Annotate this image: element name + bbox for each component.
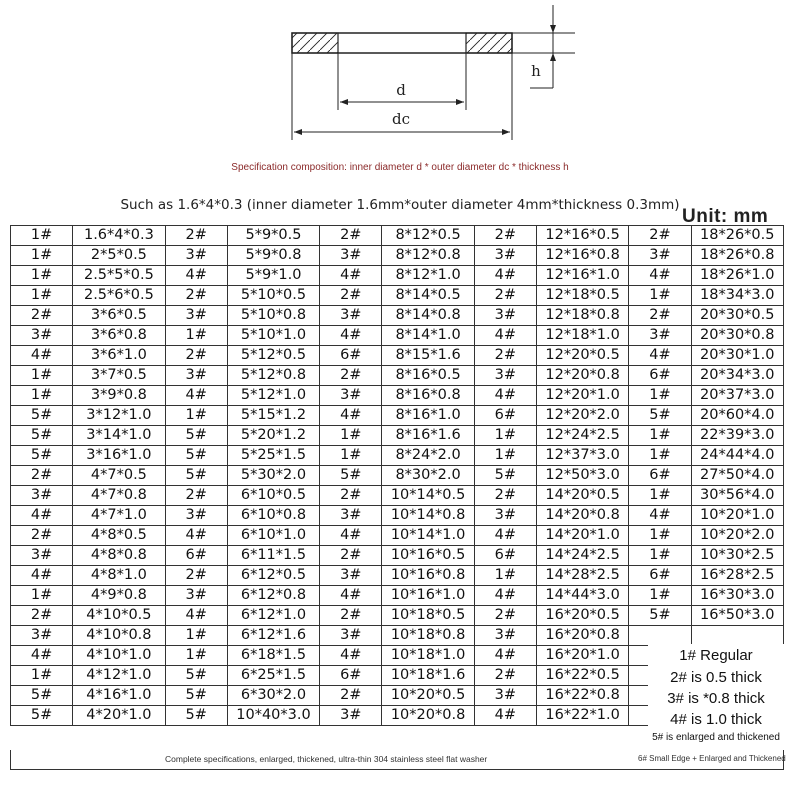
grade-cell: 5# — [11, 686, 73, 706]
size-cell: 3*6*0.5 — [73, 306, 165, 326]
legend-grade-3: 3# is *0.8 thick — [667, 690, 765, 707]
grade-cell: 3# — [629, 246, 691, 266]
table-row — [11, 486, 784, 506]
grade-cell: 4# — [11, 346, 73, 366]
size-cell: 12*18*1.0 — [536, 326, 628, 346]
grade-cell: 5# — [165, 446, 227, 466]
grade-cell: 1# — [629, 286, 691, 306]
grade-cell: 5# — [11, 446, 73, 466]
size-cell: 8*14*0.5 — [382, 286, 474, 306]
size-cell: 12*20*1.0 — [536, 386, 628, 406]
size-cell: 10*20*0.5 — [382, 686, 474, 706]
size-cell: 8*12*0.8 — [382, 246, 474, 266]
grade-cell: 3# — [474, 366, 536, 386]
size-cell: 4*10*0.5 — [73, 606, 165, 626]
grade-cell: 2# — [320, 686, 382, 706]
size-cell: 10*14*0.8 — [382, 506, 474, 526]
label-d: d — [396, 81, 406, 99]
size-cell: 8*14*1.0 — [382, 326, 474, 346]
size-cell: 14*28*2.5 — [536, 566, 628, 586]
size-cell: 8*16*0.5 — [382, 366, 474, 386]
size-cell: 10*20*2.0 — [691, 526, 783, 546]
grade-cell: 3# — [11, 326, 73, 346]
label-dc: dc — [391, 110, 411, 128]
grade-cell: 1# — [320, 446, 382, 466]
spec-composition-note: Specification composition: inner diameter d * outer diameter dc * thickness h — [231, 162, 569, 173]
grade-cell: 3# — [320, 506, 382, 526]
size-cell: 4*20*1.0 — [73, 706, 165, 726]
size-cell: 14*24*2.5 — [536, 546, 628, 566]
grade-cell: 6# — [629, 466, 691, 486]
legend-grade-1: 1# Regular — [679, 647, 753, 664]
grade-cell: 2# — [320, 366, 382, 386]
size-cell: 5*15*1.2 — [227, 406, 319, 426]
footer-note: Complete specifications, enlarged, thickened, ultra-thin 304 stainless steel flat washer — [165, 754, 488, 764]
grade-cell: 2# — [165, 566, 227, 586]
table-row — [11, 566, 784, 586]
label-h: h — [531, 62, 541, 80]
grade-cell: 1# — [11, 586, 73, 606]
grade-cell: 3# — [474, 246, 536, 266]
grade-cell: 2# — [11, 526, 73, 546]
size-cell: 4*7*1.0 — [73, 506, 165, 526]
size-cell: 16*20*1.0 — [536, 646, 628, 666]
size-cell: 6*12*0.5 — [227, 566, 319, 586]
size-cell: 5*10*1.0 — [227, 326, 319, 346]
legend-grade-5: 5# is enlarged and thickened — [652, 732, 780, 743]
grade-cell: 4# — [320, 586, 382, 606]
size-cell: 5*20*1.2 — [227, 426, 319, 446]
grade-cell: 6# — [629, 566, 691, 586]
table-row — [11, 386, 784, 406]
legend-grade-2: 2# is 0.5 thick — [670, 669, 762, 686]
grade-cell: 2# — [11, 606, 73, 626]
size-cell: 4*12*1.0 — [73, 666, 165, 686]
table-row — [11, 546, 784, 566]
size-cell: 12*37*3.0 — [536, 446, 628, 466]
size-cell: 5*12*0.5 — [227, 346, 319, 366]
grade-cell: 5# — [629, 406, 691, 426]
size-cell: 10*16*0.8 — [382, 566, 474, 586]
grade-cell: 3# — [474, 506, 536, 526]
grade-cell: 2# — [474, 486, 536, 506]
table-row — [11, 526, 784, 546]
size-cell: 3*12*1.0 — [73, 406, 165, 426]
size-cell: 5*9*0.5 — [227, 226, 319, 246]
grade-cell: 3# — [474, 626, 536, 646]
grade-cell: 6# — [320, 346, 382, 366]
grade-cell: 5# — [165, 466, 227, 486]
grade-cell: 3# — [474, 306, 536, 326]
grade-cell: 5# — [11, 706, 73, 726]
size-cell: 10*40*3.0 — [227, 706, 319, 726]
size-cell: 12*50*3.0 — [536, 466, 628, 486]
grade-cell: 4# — [474, 386, 536, 406]
grade-cell: 3# — [629, 326, 691, 346]
grade-cell: 2# — [629, 226, 691, 246]
size-cell: 10*18*0.8 — [382, 626, 474, 646]
grade-cell: 4# — [320, 526, 382, 546]
grade-cell: 2# — [165, 346, 227, 366]
size-cell: 30*56*4.0 — [691, 486, 783, 506]
size-cell: 20*37*3.0 — [691, 386, 783, 406]
table-row — [11, 426, 784, 446]
legend-grade-4: 4# is 1.0 thick — [670, 711, 762, 728]
size-cell: 5*9*1.0 — [227, 266, 319, 286]
size-cell: 27*50*4.0 — [691, 466, 783, 486]
size-cell: 16*30*3.0 — [691, 586, 783, 606]
table-row — [11, 626, 784, 646]
grade-cell: 2# — [474, 226, 536, 246]
grade-cell: 4# — [629, 506, 691, 526]
example-line: Such as 1.6*4*0.3 (inner diameter 1.6mm*outer diameter 4mm*thickness 0.3mm) — [120, 197, 680, 213]
table-row — [11, 506, 784, 526]
grade-cell: 5# — [11, 426, 73, 446]
grade-cell: 2# — [320, 486, 382, 506]
size-cell: 1.6*4*0.3 — [73, 226, 165, 246]
size-cell: 16*20*0.5 — [536, 606, 628, 626]
grade-cell: 1# — [320, 426, 382, 446]
size-cell: 18*34*3.0 — [691, 286, 783, 306]
size-cell: 16*50*3.0 — [691, 606, 783, 626]
grade-cell: 4# — [11, 506, 73, 526]
table-row — [11, 286, 784, 306]
grade-cell: 4# — [11, 566, 73, 586]
grade-cell: 1# — [474, 426, 536, 446]
grade-cell: 4# — [474, 586, 536, 606]
grade-cell: 5# — [165, 686, 227, 706]
size-cell: 3*6*1.0 — [73, 346, 165, 366]
grade-cell: 1# — [629, 386, 691, 406]
grade-cell: 4# — [165, 526, 227, 546]
size-cell: 5*9*0.8 — [227, 246, 319, 266]
grade-cell: 3# — [474, 686, 536, 706]
table-row — [11, 226, 784, 246]
size-cell: 10*20*1.0 — [691, 506, 783, 526]
size-cell: 20*60*4.0 — [691, 406, 783, 426]
grade-cell: 6# — [320, 666, 382, 686]
size-cell: 4*7*0.5 — [73, 466, 165, 486]
table-row — [11, 246, 784, 266]
size-cell: 5*30*2.0 — [227, 466, 319, 486]
grade-cell: 2# — [474, 346, 536, 366]
size-cell: 4*16*1.0 — [73, 686, 165, 706]
grade-cell: 6# — [474, 546, 536, 566]
size-cell: 18*26*0.5 — [691, 226, 783, 246]
size-cell: 12*20*0.5 — [536, 346, 628, 366]
grade-cell: 3# — [320, 386, 382, 406]
size-cell: 18*26*0.8 — [691, 246, 783, 266]
size-cell: 20*30*1.0 — [691, 346, 783, 366]
size-cell: 16*28*2.5 — [691, 566, 783, 586]
grade-cell: 1# — [165, 326, 227, 346]
size-cell: 5*12*1.0 — [227, 386, 319, 406]
grade-cell: 3# — [165, 366, 227, 386]
grade-cell: 6# — [165, 546, 227, 566]
size-cell: 6*18*1.5 — [227, 646, 319, 666]
size-cell: 12*18*0.5 — [536, 286, 628, 306]
grade-cell: 2# — [165, 486, 227, 506]
size-cell: 6*12*1.6 — [227, 626, 319, 646]
size-cell: 5*10*0.8 — [227, 306, 319, 326]
size-cell: 3*7*0.5 — [73, 366, 165, 386]
grade-cell: 1# — [11, 386, 73, 406]
size-cell: 10*20*0.8 — [382, 706, 474, 726]
grade-cell: 1# — [11, 286, 73, 306]
grade-cell: 3# — [11, 626, 73, 646]
size-cell: 3*16*1.0 — [73, 446, 165, 466]
size-cell: 8*30*2.0 — [382, 466, 474, 486]
table-row — [11, 446, 784, 466]
size-cell: 3*6*0.8 — [73, 326, 165, 346]
grade-cell: 5# — [629, 606, 691, 626]
size-cell: 14*20*1.0 — [536, 526, 628, 546]
size-cell: 12*16*1.0 — [536, 266, 628, 286]
grade-cell: 5# — [11, 406, 73, 426]
grade-cell: 1# — [474, 446, 536, 466]
size-cell: 20*34*3.0 — [691, 366, 783, 386]
size-cell: 12*18*0.8 — [536, 306, 628, 326]
grade-cell: 4# — [474, 326, 536, 346]
size-cell: 4*7*0.8 — [73, 486, 165, 506]
grade-cell: 2# — [474, 666, 536, 686]
size-cell: 10*18*1.6 — [382, 666, 474, 686]
size-cell: 6*12*1.0 — [227, 606, 319, 626]
grade-cell: 1# — [11, 246, 73, 266]
size-cell: 22*39*3.0 — [691, 426, 783, 446]
size-cell: 18*26*1.0 — [691, 266, 783, 286]
size-cell: 8*12*0.5 — [382, 226, 474, 246]
grade-cell: 4# — [474, 706, 536, 726]
size-cell: 2.5*5*0.5 — [73, 266, 165, 286]
grade-cell — [629, 626, 691, 646]
grade-cell: 1# — [474, 566, 536, 586]
size-cell: 6*30*2.0 — [227, 686, 319, 706]
size-cell: 14*20*0.8 — [536, 506, 628, 526]
grade-cell: 4# — [320, 646, 382, 666]
grade-cell: 4# — [165, 266, 227, 286]
grade-cell: 3# — [165, 306, 227, 326]
size-cell: 2*5*0.5 — [73, 246, 165, 266]
grade-cell: 4# — [11, 646, 73, 666]
size-cell: 10*18*1.0 — [382, 646, 474, 666]
grade-cell: 2# — [474, 286, 536, 306]
grade-cell: 1# — [11, 666, 73, 686]
size-cell: 4*9*0.8 — [73, 586, 165, 606]
size-cell: 10*18*0.5 — [382, 606, 474, 626]
size-cell: 10*30*2.5 — [691, 546, 783, 566]
size-cell: 6*25*1.5 — [227, 666, 319, 686]
grade-cell: 4# — [165, 606, 227, 626]
grade-cell: 4# — [629, 346, 691, 366]
footer-grade-6-note: 6# Small Edge + Enlarged and Thickened — [638, 754, 786, 763]
grade-cell: 2# — [165, 286, 227, 306]
size-cell: 10*16*0.5 — [382, 546, 474, 566]
grade-cell: 4# — [320, 326, 382, 346]
grade-cell: 4# — [629, 266, 691, 286]
grade-cell: 2# — [320, 286, 382, 306]
size-cell: 8*24*2.0 — [382, 446, 474, 466]
grade-cell: 1# — [629, 526, 691, 546]
size-cell: 3*14*1.0 — [73, 426, 165, 446]
size-cell: 14*20*0.5 — [536, 486, 628, 506]
table-row — [11, 266, 784, 286]
size-cell: 10*16*1.0 — [382, 586, 474, 606]
size-cell: 8*16*1.6 — [382, 426, 474, 446]
size-cell: 12*20*0.8 — [536, 366, 628, 386]
table-row — [11, 586, 784, 606]
size-cell: 16*22*0.8 — [536, 686, 628, 706]
grade-cell: 6# — [474, 406, 536, 426]
size-cell: 8*15*1.6 — [382, 346, 474, 366]
grade-cell: 1# — [629, 486, 691, 506]
size-cell: 4*10*1.0 — [73, 646, 165, 666]
size-cell: 5*10*0.5 — [227, 286, 319, 306]
size-cell: 8*14*0.8 — [382, 306, 474, 326]
grade-cell: 3# — [320, 246, 382, 266]
size-cell: 10*14*1.0 — [382, 526, 474, 546]
grade-cell: 3# — [11, 486, 73, 506]
size-cell: 8*16*0.8 — [382, 386, 474, 406]
size-cell: 4*8*0.8 — [73, 546, 165, 566]
grade-cell: 4# — [474, 646, 536, 666]
grade-cell: 5# — [165, 706, 227, 726]
grade-cell: 2# — [320, 546, 382, 566]
grade-cell: 2# — [11, 466, 73, 486]
size-cell: 24*44*4.0 — [691, 446, 783, 466]
table-row — [11, 346, 784, 366]
grade-cell: 1# — [165, 406, 227, 426]
grade-cell: 4# — [320, 266, 382, 286]
grade-cell: 4# — [320, 406, 382, 426]
size-cell: 16*20*0.8 — [536, 626, 628, 646]
grade-cell: 4# — [474, 266, 536, 286]
size-cell: 6*10*0.5 — [227, 486, 319, 506]
grade-cell: 1# — [11, 226, 73, 246]
grade-cell: 2# — [320, 226, 382, 246]
size-cell: 6*10*1.0 — [227, 526, 319, 546]
table-row — [11, 366, 784, 386]
table-row — [11, 466, 784, 486]
grade-cell: 5# — [320, 466, 382, 486]
table-row — [11, 606, 784, 626]
grade-cell: 3# — [320, 566, 382, 586]
size-cell: 4*8*1.0 — [73, 566, 165, 586]
grade-cell: 1# — [165, 626, 227, 646]
size-cell: 12*16*0.8 — [536, 246, 628, 266]
size-cell: 20*30*0.8 — [691, 326, 783, 346]
grade-cell: 3# — [320, 706, 382, 726]
size-cell: 16*22*0.5 — [536, 666, 628, 686]
size-cell: 10*14*0.5 — [382, 486, 474, 506]
table-row — [11, 406, 784, 426]
size-cell: 5*25*1.5 — [227, 446, 319, 466]
size-cell: 14*44*3.0 — [536, 586, 628, 606]
size-cell: 4*8*0.5 — [73, 526, 165, 546]
size-cell: 6*10*0.8 — [227, 506, 319, 526]
grade-legend — [648, 644, 784, 750]
size-cell: 12*16*0.5 — [536, 226, 628, 246]
grade-cell: 3# — [320, 306, 382, 326]
grade-cell: 2# — [474, 606, 536, 626]
grade-cell: 5# — [165, 666, 227, 686]
grade-cell: 3# — [165, 246, 227, 266]
washer-left-rim — [292, 33, 338, 53]
grade-cell: 1# — [11, 366, 73, 386]
grade-cell: 5# — [165, 426, 227, 446]
grade-cell: 1# — [165, 646, 227, 666]
grade-cell: 3# — [320, 626, 382, 646]
size-cell: 4*10*0.8 — [73, 626, 165, 646]
size-cell: 20*30*0.5 — [691, 306, 783, 326]
size-cell: 12*20*2.0 — [536, 406, 628, 426]
table-row — [11, 306, 784, 326]
table-row — [11, 326, 784, 346]
size-cell — [691, 626, 783, 646]
grade-cell: 1# — [629, 426, 691, 446]
grade-cell: 4# — [165, 386, 227, 406]
size-cell: 2.5*6*0.5 — [73, 286, 165, 306]
grade-cell: 2# — [320, 606, 382, 626]
grade-cell: 3# — [165, 586, 227, 606]
grade-cell: 1# — [11, 266, 73, 286]
grade-cell: 3# — [11, 546, 73, 566]
size-cell: 6*11*1.5 — [227, 546, 319, 566]
grade-cell: 1# — [629, 586, 691, 606]
size-cell: 8*16*1.0 — [382, 406, 474, 426]
grade-cell: 1# — [629, 446, 691, 466]
size-cell: 5*12*0.8 — [227, 366, 319, 386]
grade-cell: 3# — [165, 506, 227, 526]
unit-label: Unit: mm — [682, 206, 769, 227]
washer-right-rim — [466, 33, 512, 53]
size-cell: 12*24*2.5 — [536, 426, 628, 446]
grade-cell: 6# — [629, 366, 691, 386]
grade-cell: 4# — [474, 526, 536, 546]
grade-cell: 2# — [11, 306, 73, 326]
grade-cell: 2# — [165, 226, 227, 246]
size-cell: 8*12*1.0 — [382, 266, 474, 286]
grade-cell: 1# — [629, 546, 691, 566]
size-cell: 16*22*1.0 — [536, 706, 628, 726]
grade-cell: 5# — [474, 466, 536, 486]
size-cell: 3*9*0.8 — [73, 386, 165, 406]
grade-cell: 2# — [629, 306, 691, 326]
size-cell: 6*12*0.8 — [227, 586, 319, 606]
